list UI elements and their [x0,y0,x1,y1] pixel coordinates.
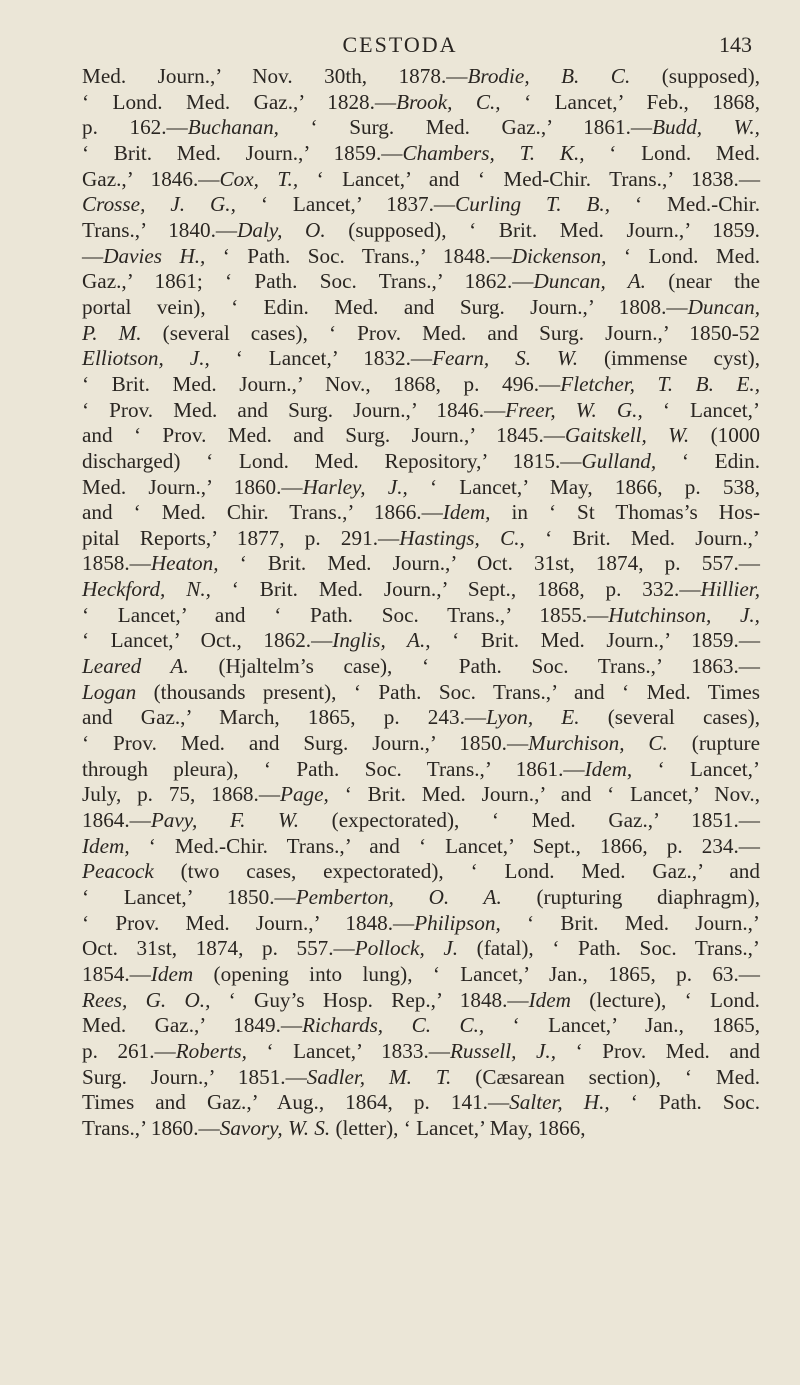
reference-paragraph [82,64,760,1142]
text-line: p. 261.—Roberts, ‘ Lancet,’ 1833.—Russell, J., ‘ Prov. Med. and [82,1038,760,1063]
text-line: Med. Journ.,’ Nov. 30th, 1878.—Brodie, B. C. (supposed), [82,64,760,88]
text-line: ‘ Prov. Med. and Surg. Journ.,’ 1846.—Freer, W. G., ‘ Lancet,’ [82,397,761,422]
running-head [0,30,800,60]
text-line: Idem, ‘ Med.-Chir. Trans.,’ and ‘ Lancet,’ Sept., 1866, p. 234.— [82,833,760,858]
text-line: ‘ Brit. Med. Journ.,’ 1859.—Chambers, T. K., ‘ Lond. Med. [82,140,760,165]
text-line: Gaz.,’ 1861; ‘ Path. Soc. Trans.,’ 1862.—Duncan, A. (near the [82,269,760,294]
text-line: and ‘ Prov. Med. and Surg. Journ.,’ 1845.—Gaitskell, W. (1000 [82,423,761,448]
text-line: ‘ Lond. Med. Gaz.,’ 1828.—Brook, C., ‘ Lancet,’ Feb., 1868, [82,89,760,114]
text-line: 1864.—Pavy, F. W. (expectorated), ‘ Med. Gaz.,’ 1851.— [82,808,760,833]
text-line: Times and Gaz.,’ Aug., 1864, p. 141.—Salter, H., ‘ Path. Soc. [82,1090,760,1115]
page-number: 143 [719,32,752,57]
text-line: Med. Gaz.,’ 1849.—Richards, C. C., ‘ Lancet,’ Jan., 1865, [82,1013,760,1038]
text-line: and Gaz.,’ March, 1865, p. 243.—Lyon, E. (several cases), [82,705,761,730]
text-line: Leared A. (Hjaltelm’s case), ‘ Path. Soc. Trans.,’ 1863.— [82,654,760,679]
text-line: 1858.—Heaton, ‘ Brit. Med. Journ.,’ Oct. 31st, 1874, p. 557.— [82,551,760,576]
text-line: ‘ Prov. Med. Journ.,’ 1848.—Philipson, ‘ Brit. Med. Journ.,’ [82,910,760,935]
text-line: —Davies H., ‘ Path. Soc. Trans.,’ 1848.—Dickenson, ‘ Lond. Med. [82,243,760,268]
text-line: Rees, G. O., ‘ Guy’s Hosp. Rep.,’ 1848.—Idem (lecture), ‘ Lond. [82,987,760,1012]
text-line: Gaz.,’ 1846.—Cox, T., ‘ Lancet,’ and ‘ Med-Chir. Trans.,’ 1838.— [82,166,761,191]
text-line: P. M. (several cases), ‘ Prov. Med. and Surg. Journ.,’ 1850-52 [82,320,760,345]
text-line: ‘ Lancet,’ Oct., 1862.—Inglis, A., ‘ Brit. Med. Journ.,’ 1859.— [82,628,761,653]
text-line: Trans.,’ 1840.—Daly, O. (supposed), ‘ Brit. Med. Journ.,’ 1859. [82,217,760,242]
text-line: Peacock (two cases, expectorated), ‘ Lond. Med. Gaz.,’ and [82,859,760,884]
text-line: portal vein), ‘ Edin. Med. and Surg. Journ.,’ 1808.—Duncan, [82,294,760,319]
text-line: Oct. 31st, 1874, p. 557.—Pollock, J. (fatal), ‘ Path. Soc. Trans.,’ [82,936,760,961]
text-line: through pleura), ‘ Path. Soc. Trans.,’ 1861.—Idem, ‘ Lancet,’ [82,756,760,781]
text-line: July, p. 75, 1868.—Page, ‘ Brit. Med. Journ.,’ and ‘ Lancet,’ Nov., [82,782,760,807]
text-line: Crosse, J. G., ‘ Lancet,’ 1837.—Curling T. B., ‘ Med.-Chir. [82,192,760,217]
text-line: p. 162.—Buchanan, ‘ Surg. Med. Gaz.,’ 1861.—Budd, W., [82,115,760,140]
text-line: Heckford, N., ‘ Brit. Med. Journ.,’ Sept., 1868, p. 332.—Hillier, [82,577,760,602]
text-line: 1854.—Idem (opening into lung), ‘ Lancet,’ Jan., 1865, p. 63.— [82,961,760,986]
text-line: and ‘ Med. Chir. Trans.,’ 1866.—Idem, in ‘ St Thomas’s Hos- [82,500,760,525]
text-line: Logan (thousands present), ‘ Path. Soc. Trans.,’ and ‘ Med. Times [82,679,760,704]
running-title: CESTODA [342,32,458,57]
text-line: Trans.,’ 1860.—Savory, W. S. (letter), ‘ Lancet,’ May, 1866, [82,1115,586,1140]
text-line: Elliotson, J., ‘ Lancet,’ 1832.—Fearn, S. W. (immense cyst), [82,346,760,371]
text-line: ‘ Lancet,’ and ‘ Path. Soc. Trans.,’ 1855.—Hutchinson, J., [82,602,760,627]
text-line: Med. Journ.,’ 1860.—Harley, J., ‘ Lancet,’ May, 1866, p. 538, [82,474,760,499]
text-line: discharged) ‘ Lond. Med. Repository,’ 1815.—Gulland, ‘ Edin. [82,448,760,473]
text-line: ‘ Brit. Med. Journ.,’ Nov., 1868, p. 496.—Fletcher, T. B. E., [82,371,761,396]
text-line: Surg. Journ.,’ 1851.—Sadler, M. T. (Cæsarean section), ‘ Med. [82,1064,761,1089]
text-line: ‘ Prov. Med. and Surg. Journ.,’ 1850.—Murchison, C. (rupture [82,731,760,756]
text-line: ‘ Lancet,’ 1850.—Pemberton, O. A. (rupturing diaphragm), [82,885,760,909]
text-line: pital Reports,’ 1877, p. 291.—Hastings, C., ‘ Brit. Med. Journ.,’ [82,525,760,550]
